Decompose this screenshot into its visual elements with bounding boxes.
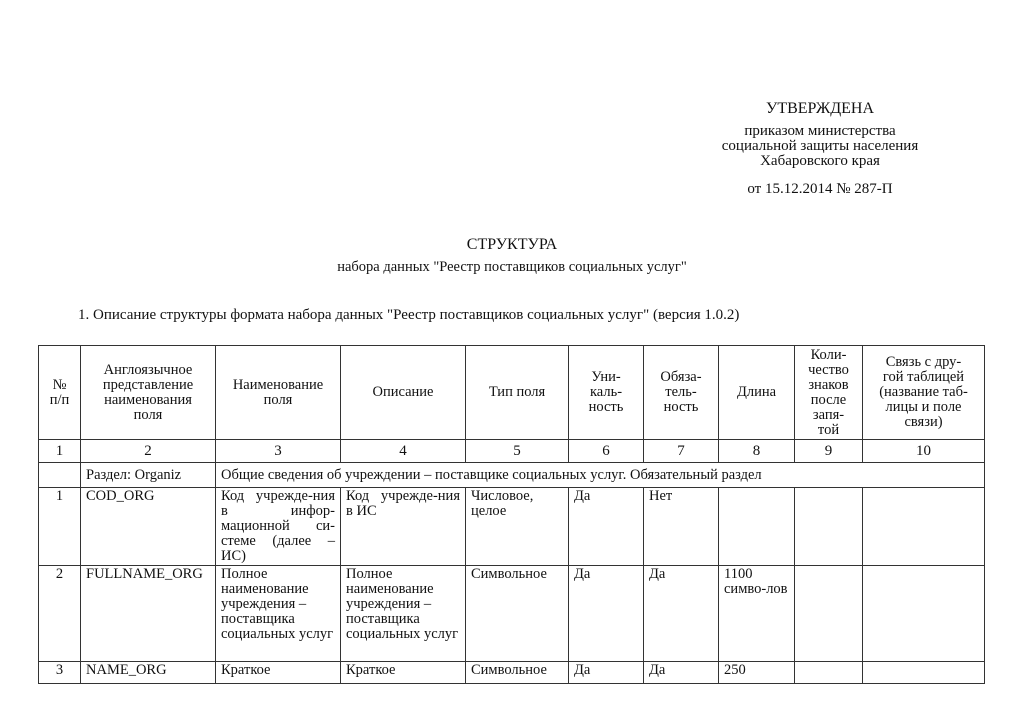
column-number: 3 xyxy=(216,440,341,463)
field-length: 1100 симво-лов xyxy=(719,566,795,662)
row-number: 2 xyxy=(39,566,81,662)
field-description: Код учрежде-ния в ИС xyxy=(341,488,466,566)
field-type: Символьное xyxy=(466,566,569,662)
field-unique: Да xyxy=(569,566,644,662)
header-cell: Коли- чество знаков после запя- той xyxy=(795,346,863,440)
field-name: Код учрежде-ния в инфор-мационной си-стеме (далее – ИС) xyxy=(216,488,341,566)
approval-line: социальной защиты населения xyxy=(721,138,919,154)
approval-date: от 15.12.2014 № 287-П xyxy=(747,181,893,197)
column-number: 2 xyxy=(81,440,216,463)
column-number: 7 xyxy=(644,440,719,463)
header-cell: Связь с дру- гой таблицей (название таб- лицы и поле связи) xyxy=(863,346,985,440)
document-title: СТРУКТУРА xyxy=(466,236,558,253)
approval-title: УТВЕРЖДЕНА xyxy=(765,100,874,117)
table-row xyxy=(39,488,985,566)
field-type: Числовое, целое xyxy=(466,488,569,566)
structure-table xyxy=(38,345,985,684)
field-link xyxy=(863,566,985,662)
field-description: Полное наименование учреждения – поставщика социальных услуг xyxy=(341,566,466,662)
column-number: 1 xyxy=(39,440,81,463)
row-number: 1 xyxy=(39,488,81,566)
column-number: 9 xyxy=(795,440,863,463)
header-cell: Длина xyxy=(719,346,795,440)
field-required: Да xyxy=(644,566,719,662)
header-cell: № п/п xyxy=(39,346,81,440)
approval-line: приказом министерства xyxy=(744,123,896,139)
header-cell: Тип поля xyxy=(466,346,569,440)
document-subtitle: набора данных "Реестр поставщиков социальных услуг" xyxy=(337,259,687,275)
field-name: Краткое xyxy=(216,662,341,684)
field-description: Краткое xyxy=(341,662,466,684)
eng-name: COD_ORG xyxy=(81,488,216,566)
empty-cell xyxy=(39,463,81,488)
column-number: 4 xyxy=(341,440,466,463)
field-decimals xyxy=(795,488,863,566)
field-decimals xyxy=(795,566,863,662)
table-row xyxy=(39,566,985,662)
field-length: 250 xyxy=(719,662,795,684)
header-cell: Описание xyxy=(341,346,466,440)
header-cell: Наименование поля xyxy=(216,346,341,440)
field-link xyxy=(863,662,985,684)
column-number: 6 xyxy=(569,440,644,463)
row-number: 3 xyxy=(39,662,81,684)
header-cell: Англоязычное представление наименования поля xyxy=(81,346,216,440)
header-row xyxy=(39,346,985,440)
header-cell: Уни- каль- ность xyxy=(569,346,644,440)
field-link xyxy=(863,488,985,566)
eng-name: FULLNAME_ORG xyxy=(81,566,216,662)
field-unique: Да xyxy=(569,662,644,684)
section-description: Общие сведения об учреждении – поставщике социальных услуг. Обязательный раздел xyxy=(216,463,985,488)
field-unique: Да xyxy=(569,488,644,566)
column-number: 5 xyxy=(466,440,569,463)
approval-line: Хабаровского края xyxy=(760,153,880,169)
column-number: 10 xyxy=(863,440,985,463)
section-row xyxy=(39,463,985,488)
column-number-row xyxy=(39,440,985,463)
section-name: Раздел: Organiz xyxy=(81,463,216,488)
field-required: Да xyxy=(644,662,719,684)
column-number: 8 xyxy=(719,440,795,463)
field-decimals xyxy=(795,662,863,684)
approval-stamp xyxy=(690,100,950,198)
field-type: Символьное xyxy=(466,662,569,684)
eng-name: NAME_ORG xyxy=(81,662,216,684)
header-cell: Обяза- тель- ность xyxy=(644,346,719,440)
section-heading: 1. Описание структуры формата набора данных "Реестр поставщиков социальных услуг" (версия 1.0.2) xyxy=(78,307,740,323)
field-length xyxy=(719,488,795,566)
field-name: Полное наименование учреждения – поставщика социальных услуг xyxy=(216,566,341,662)
table-row xyxy=(39,662,985,684)
field-required: Нет xyxy=(644,488,719,566)
